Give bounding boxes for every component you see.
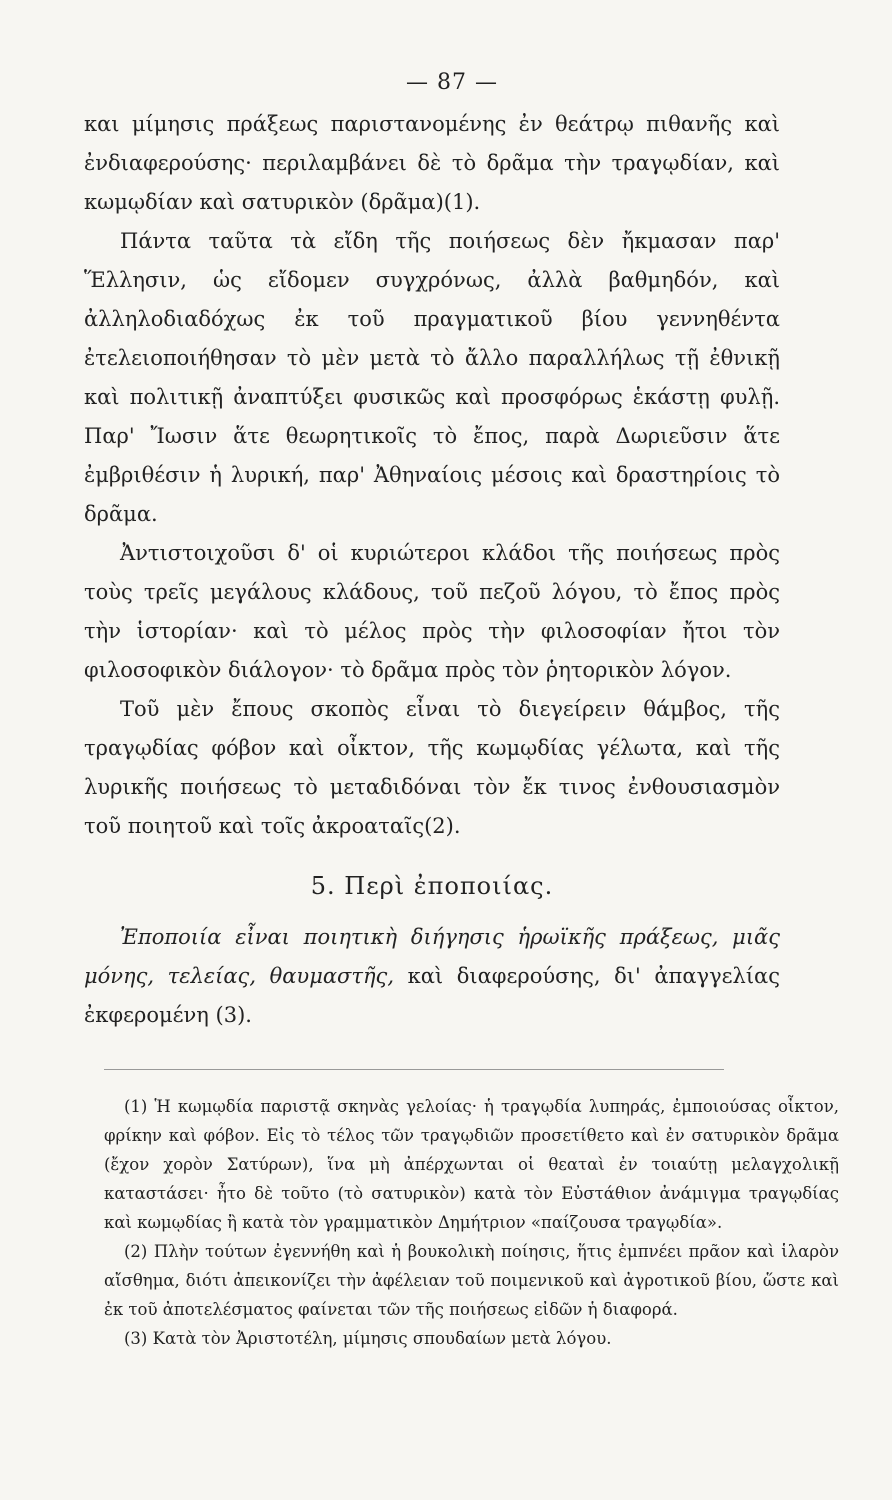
paragraph-branches: Ἀντιστοιχοῦσι δ' οἱ κυριώτεροι κλάδοι τῆς ποιήσεως πρὸς τοὺς τρεῖς μεγάλους κλάδους, τοῦ πεζοῦ λόγου, τὸ ἔπος πρὸς τὴν ἱστορίαν· καὶ τὸ μέλος πρὸς τὴν φιλοσοφίαν ἤτοι τὸν φιλοσοφικὸν διάλογον· τὸ δρᾶμα πρὸς τὸν ῥητορικὸν λόγον. (84, 541, 780, 682)
definition-italic: Ἐποποιία εἶναι ποιητικὴ διήγησις ἡρωϊκῆς πράξεως, μιᾶς μόνης, τελείας, θαυμαστῆς, (84, 925, 780, 988)
paragraph-genres: Πάντα ταῦτα τὰ εἴδη τῆς ποιήσεως δὲν ἤκμασαν παρ' Ἕλλησιν, ὡς εἴδομεν συγχρόνως, ἀλλὰ βαθμηδόν, καὶ ἀλληλοδιαδόχως ἐκ τοῦ πραγματικοῦ βίου γεννηθέντα ἐτελειοποιήθησαν τὸ μὲν μετὰ τὸ ἄλλο παραλλήλως τῇ ἐθνικῇ καὶ πολιτικῇ ἀναπτύξει φυσικῶς καὶ προσφόρως ἑκάστῃ φυλῇ. Παρ' Ἴωσιν ἅτε θεωρητικοῖς τὸ ἔπος, παρὰ Δωριεῦσιν ἅτε ἐμβριθέσιν ἡ λυρική, παρ' Ἀθηναίοις μέσοις καὶ δραστηρίοις τὸ δρᾶμα. (84, 229, 780, 526)
paragraph-purpose: Τοῦ μὲν ἔπους σκοπὸς εἶναι τὸ διεγείρειν θάμβος, τῆς τραγῳδίας φόβον καὶ οἶκτον, τῆς κωμῳδίας γέλωτα, καὶ τῆς λυρικῆς ποιήσεως τὸ μεταδιδόναι τὸν ἔκ τινος ἐνθουσιασμὸν τοῦ ποιητοῦ καὶ τοῖς ἀκροαταῖς(2). (84, 697, 780, 838)
footnote-2: (2) Πλὴν τούτων ἐγεννήθη καὶ ἡ βουκολικὴ ποίησις, ἥτις ἐμπνέει πρᾶον καὶ ἱλαρὸν αἴσθημα, διότι ἀπεικονίζει τὴν ἀφέλειαν τοῦ ποιμενικοῦ καὶ ἀγροτικοῦ βίου, ὥστε καὶ ἐκ τοῦ ἀποτελέσματος φαίνεται τῶν τῆς ποιήσεως εἰδῶν ἡ διαφορά. (104, 1242, 839, 1319)
paragraph-continuation: και μίμησις πράξεως παριστανομένης ἐν θεάτρῳ πιθανῆς καὶ ἐνδιαφερούσης· περιλαμβάνει δὲ τὸ δρᾶμα τὴν τραγῳδίαν, καὶ κωμῳδίαν καὶ σατυρικὸν (δρᾶμα)(1). (84, 112, 780, 214)
footnotes (104, 1069, 839, 1353)
page-number: — 87 — (406, 70, 498, 95)
body-text (84, 105, 780, 846)
definition-rest: καὶ διαφερούσης, δι' ἀπαγγελίας ἐκφερομένη (3). (84, 964, 780, 1027)
footnote-1: (1) Ἡ κωμῳδία παριστᾷ σκηνὰς γελοίας· ἡ τραγῳδία λυπηράς, ἐμποιούσας οἶκτον, φρίκην καὶ φόβον. Εἰς τὸ τέλος τῶν τραγῳδιῶν προσετίθετο καὶ ἐν σατυρικὸν δρᾶμα (ἔχον χορὸν Σατύρων), ἵνα μὴ ἀπέρχωνται οἱ θεαταὶ ἐν τοιαύτῃ μελαγχολικῇ καταστάσει· ἦτο δὲ τοῦτο (τὸ σατυρικὸν) κατὰ τὸν Εὐστάθιον ἀνάμιγμα τραγῳδίας καὶ κωμῳδίας ἢ κατὰ τὸν γραμματικὸν Δημήτριον «παίζουσα τραγῳδία». (104, 1097, 839, 1232)
epic-definition (84, 918, 780, 1035)
section-heading: 5. Περὶ ἐποποιίας. (310, 872, 554, 900)
footnote-3: (3) Κατὰ τὸν Ἀριστοτέλη, μίμησις σπουδαίων μετὰ λόγου. (124, 1329, 612, 1348)
